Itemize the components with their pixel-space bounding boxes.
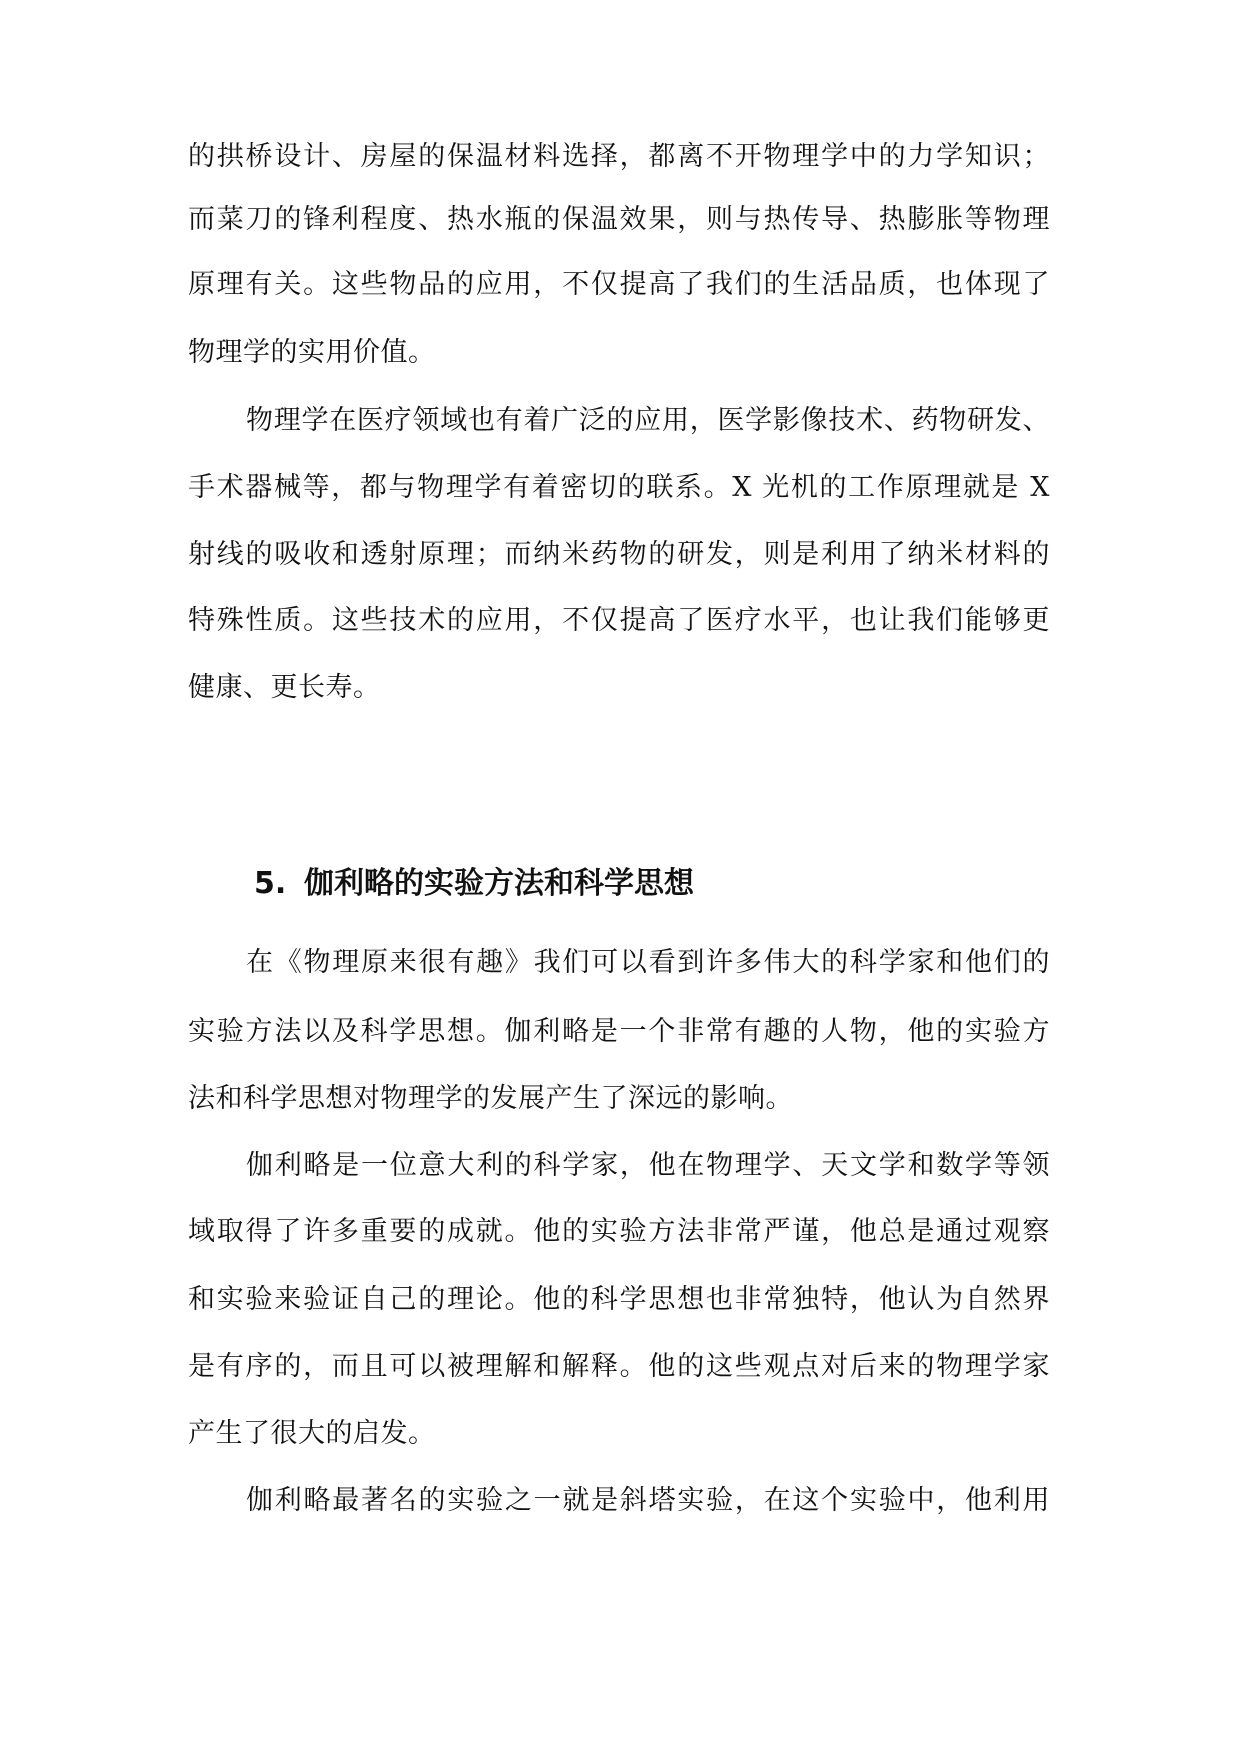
text-line: 域取得了许多重要的成就。他的实验方法非常严谨，他总是通过观察 [188,1216,1050,1247]
text-line: 产生了很大的启发。 [188,1418,436,1449]
text-line: 手术器械等，都与物理学有着密切的联系。X 光机的工作原理就是 X [188,472,1050,503]
text-line: 射线的吸收和透射原理；而纳米药物的研发，则是利用了纳米材料的 [188,539,1050,570]
text-line: 伽利略是一位意大利的科学家，他在物理学、天文学和数学等领 [246,1150,1050,1181]
text-line: 物理学在医疗领域也有着广泛的应用，医学影像技术、药物研发、 [246,405,1050,436]
text-line: 原理有关。这些物品的应用，不仅提高了我们的生活品质，也体现了 [188,269,1050,300]
text-line: 是有序的，而且可以被理解和解释。他的这些观点对后来的物理学家 [188,1351,1050,1382]
text-line: 和实验来验证自己的理论。他的科学思想也非常独特，他认为自然界 [188,1284,1050,1315]
text-line: 健康、更长寿。 [188,672,381,703]
text-line: 物理学的实用价值。 [188,337,436,368]
section-number: 5. [254,866,287,901]
text-line: 而菜刀的锋利程度、热水瓶的保温效果，则与热传导、热膨胀等物理 [188,204,1050,235]
text-line: 在《物理原来很有趣》我们可以看到许多伟大的科学家和他们的 [246,947,1050,978]
text-line: 法和科学思想对物理学的发展产生了深远的影响。 [188,1083,793,1114]
text-line: 的拱桥设计、房屋的保温材料选择，都离不开物理学中的力学知识； [188,141,1050,172]
section-title: 伽利略的实验方法和科学思想 [304,866,694,901]
text-line: 实验方法以及科学思想。伽利略是一个非常有趣的人物，他的实验方 [188,1016,1050,1047]
text-line: 特殊性质。这些技术的应用，不仅提高了医疗水平，也让我们能够更 [188,605,1050,636]
section-heading [254,862,694,906]
text-line: 伽利略最著名的实验之一就是斜塔实验，在这个实验中，他利用 [246,1485,1050,1516]
